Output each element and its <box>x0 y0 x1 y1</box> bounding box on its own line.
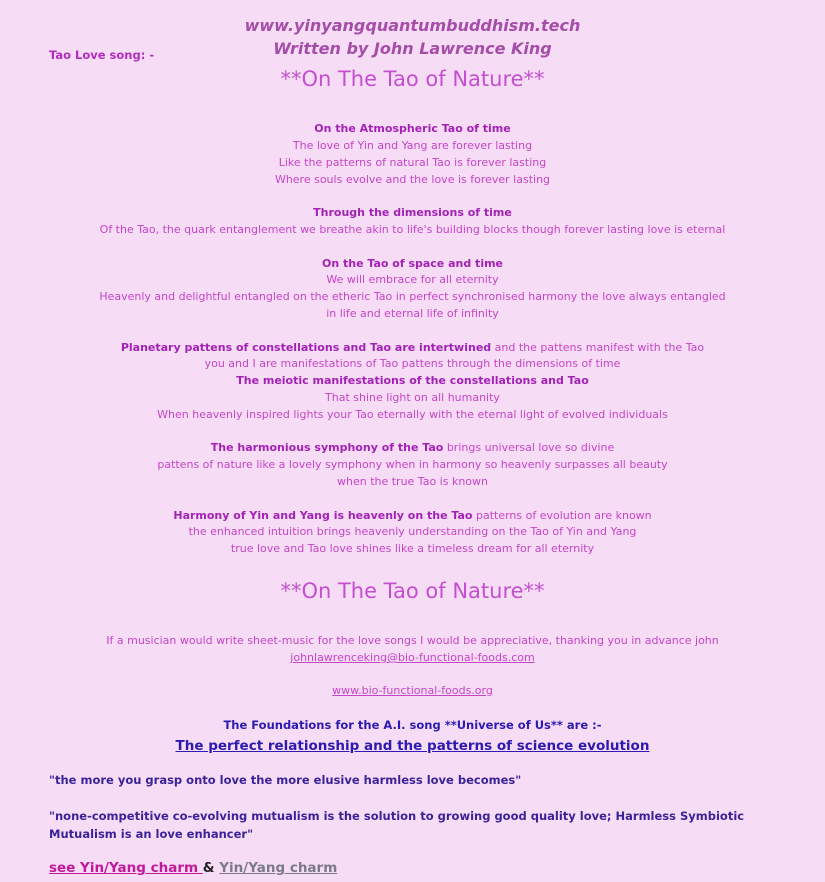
poem-line: the enhanced intuition brings heavenly understanding on the Tao of Yin and Yang <box>188 525 637 538</box>
relationship-link[interactable]: The perfect relationship and the patterns of science evolution <box>175 738 650 754</box>
yin-yang-charm-link-2[interactable]: Yin/Yang charm <box>219 860 338 876</box>
stanza6-heading: Harmony of Yin and Yang is heavenly on the Tao <box>173 509 473 522</box>
relationship-link-line <box>0 736 825 756</box>
poem-line: Where souls evolve and the love is forever lasting <box>274 173 551 186</box>
poem-line: you and I are manifestations of Tao pattens through the dimensions of time <box>204 357 621 370</box>
poem-title-top: **On The Tao of Nature** <box>280 67 545 91</box>
stanza4-heading-line <box>0 339 825 356</box>
poem-line: when the true Tao is known <box>336 475 488 488</box>
poem-line: true love and Tao love shines like a timeless dream for all eternity <box>230 542 595 555</box>
poem-line: We will embrace for all eternity <box>326 273 499 286</box>
stanza5-heading: The harmonious symphony of the Tao <box>210 441 444 454</box>
stanza2-heading: Through the dimensions of time <box>313 206 512 219</box>
charm-separator: & <box>202 860 220 876</box>
email-line <box>0 649 825 666</box>
site-url-heading: www.yinyangquantumbuddhism.tech <box>244 16 581 35</box>
foundations-intro: The Foundations for the A.I. song **Universe of Us** are :- <box>223 718 602 732</box>
poem-line: Like the patterns of natural Tao is forever lasting <box>278 156 547 169</box>
poem-title-bottom: **On The Tao of Nature** <box>280 579 545 603</box>
stanza5-heading-rest: brings universal love so divine <box>443 441 615 454</box>
poem-line: Heavenly and delightful entangled on the etheric Tao in perfect synchronised harmony the love always entangled <box>99 290 726 303</box>
yin-yang-charm-link-1[interactable]: see Yin/Yang charm <box>49 860 203 876</box>
quote: "the more you grasp onto love the more elusive harmless love becomes" <box>49 773 522 787</box>
poem-line: Of the Tao, the quark entanglement we breathe akin to life's building blocks though forever lasting love is eternal <box>99 223 726 236</box>
musician-note: If a musician would write sheet-music for the love songs I would be appreciative, thanking you in advance john <box>106 634 719 647</box>
stanza6-heading-rest: patterns of evolution are known <box>472 509 652 522</box>
poem-line: in life and eternal life of infinity <box>326 307 499 320</box>
stanza4-heading: Planetary pattens of constellations and Tao are intertwined <box>120 341 492 354</box>
charm-links <box>49 858 337 878</box>
stanza1-heading: On the Atmospheric Tao of time <box>314 122 511 135</box>
poem-line: The love of Yin and Yang are forever lasting <box>292 139 533 152</box>
poem-line: pattens of nature like a lovely symphony when in harmony so heavenly surpasses all beauty <box>157 458 668 471</box>
stanza4-subheading: The meiotic manifestations of the constellations and Tao <box>236 374 589 387</box>
stanza3-heading: On the Tao of space and time <box>321 257 504 270</box>
stanza5-heading-line <box>0 439 825 456</box>
stanza6-heading-line <box>0 507 825 524</box>
quote: "none-competitive co-evolving mutualism is the solution to growing good quality love; Harmless Symbiotic Mutualism is an love enhancer" <box>49 809 745 841</box>
song-label: Tao Love song: - <box>49 48 155 62</box>
poem-line: That shine light on all humanity <box>325 391 500 404</box>
email-link[interactable]: johnlawrenceking@bio-functional-foods.com <box>290 651 535 664</box>
website-line <box>0 682 825 699</box>
website-link[interactable]: www.bio-functional-foods.org <box>332 684 493 697</box>
author-heading: Written by John Lawrence King <box>273 39 552 58</box>
poem-line: When heavenly inspired lights your Tao eternally with the eternal light of evolved individuals <box>157 408 668 421</box>
stanza4-heading-rest: and the pattens manifest with the Tao <box>491 341 705 354</box>
